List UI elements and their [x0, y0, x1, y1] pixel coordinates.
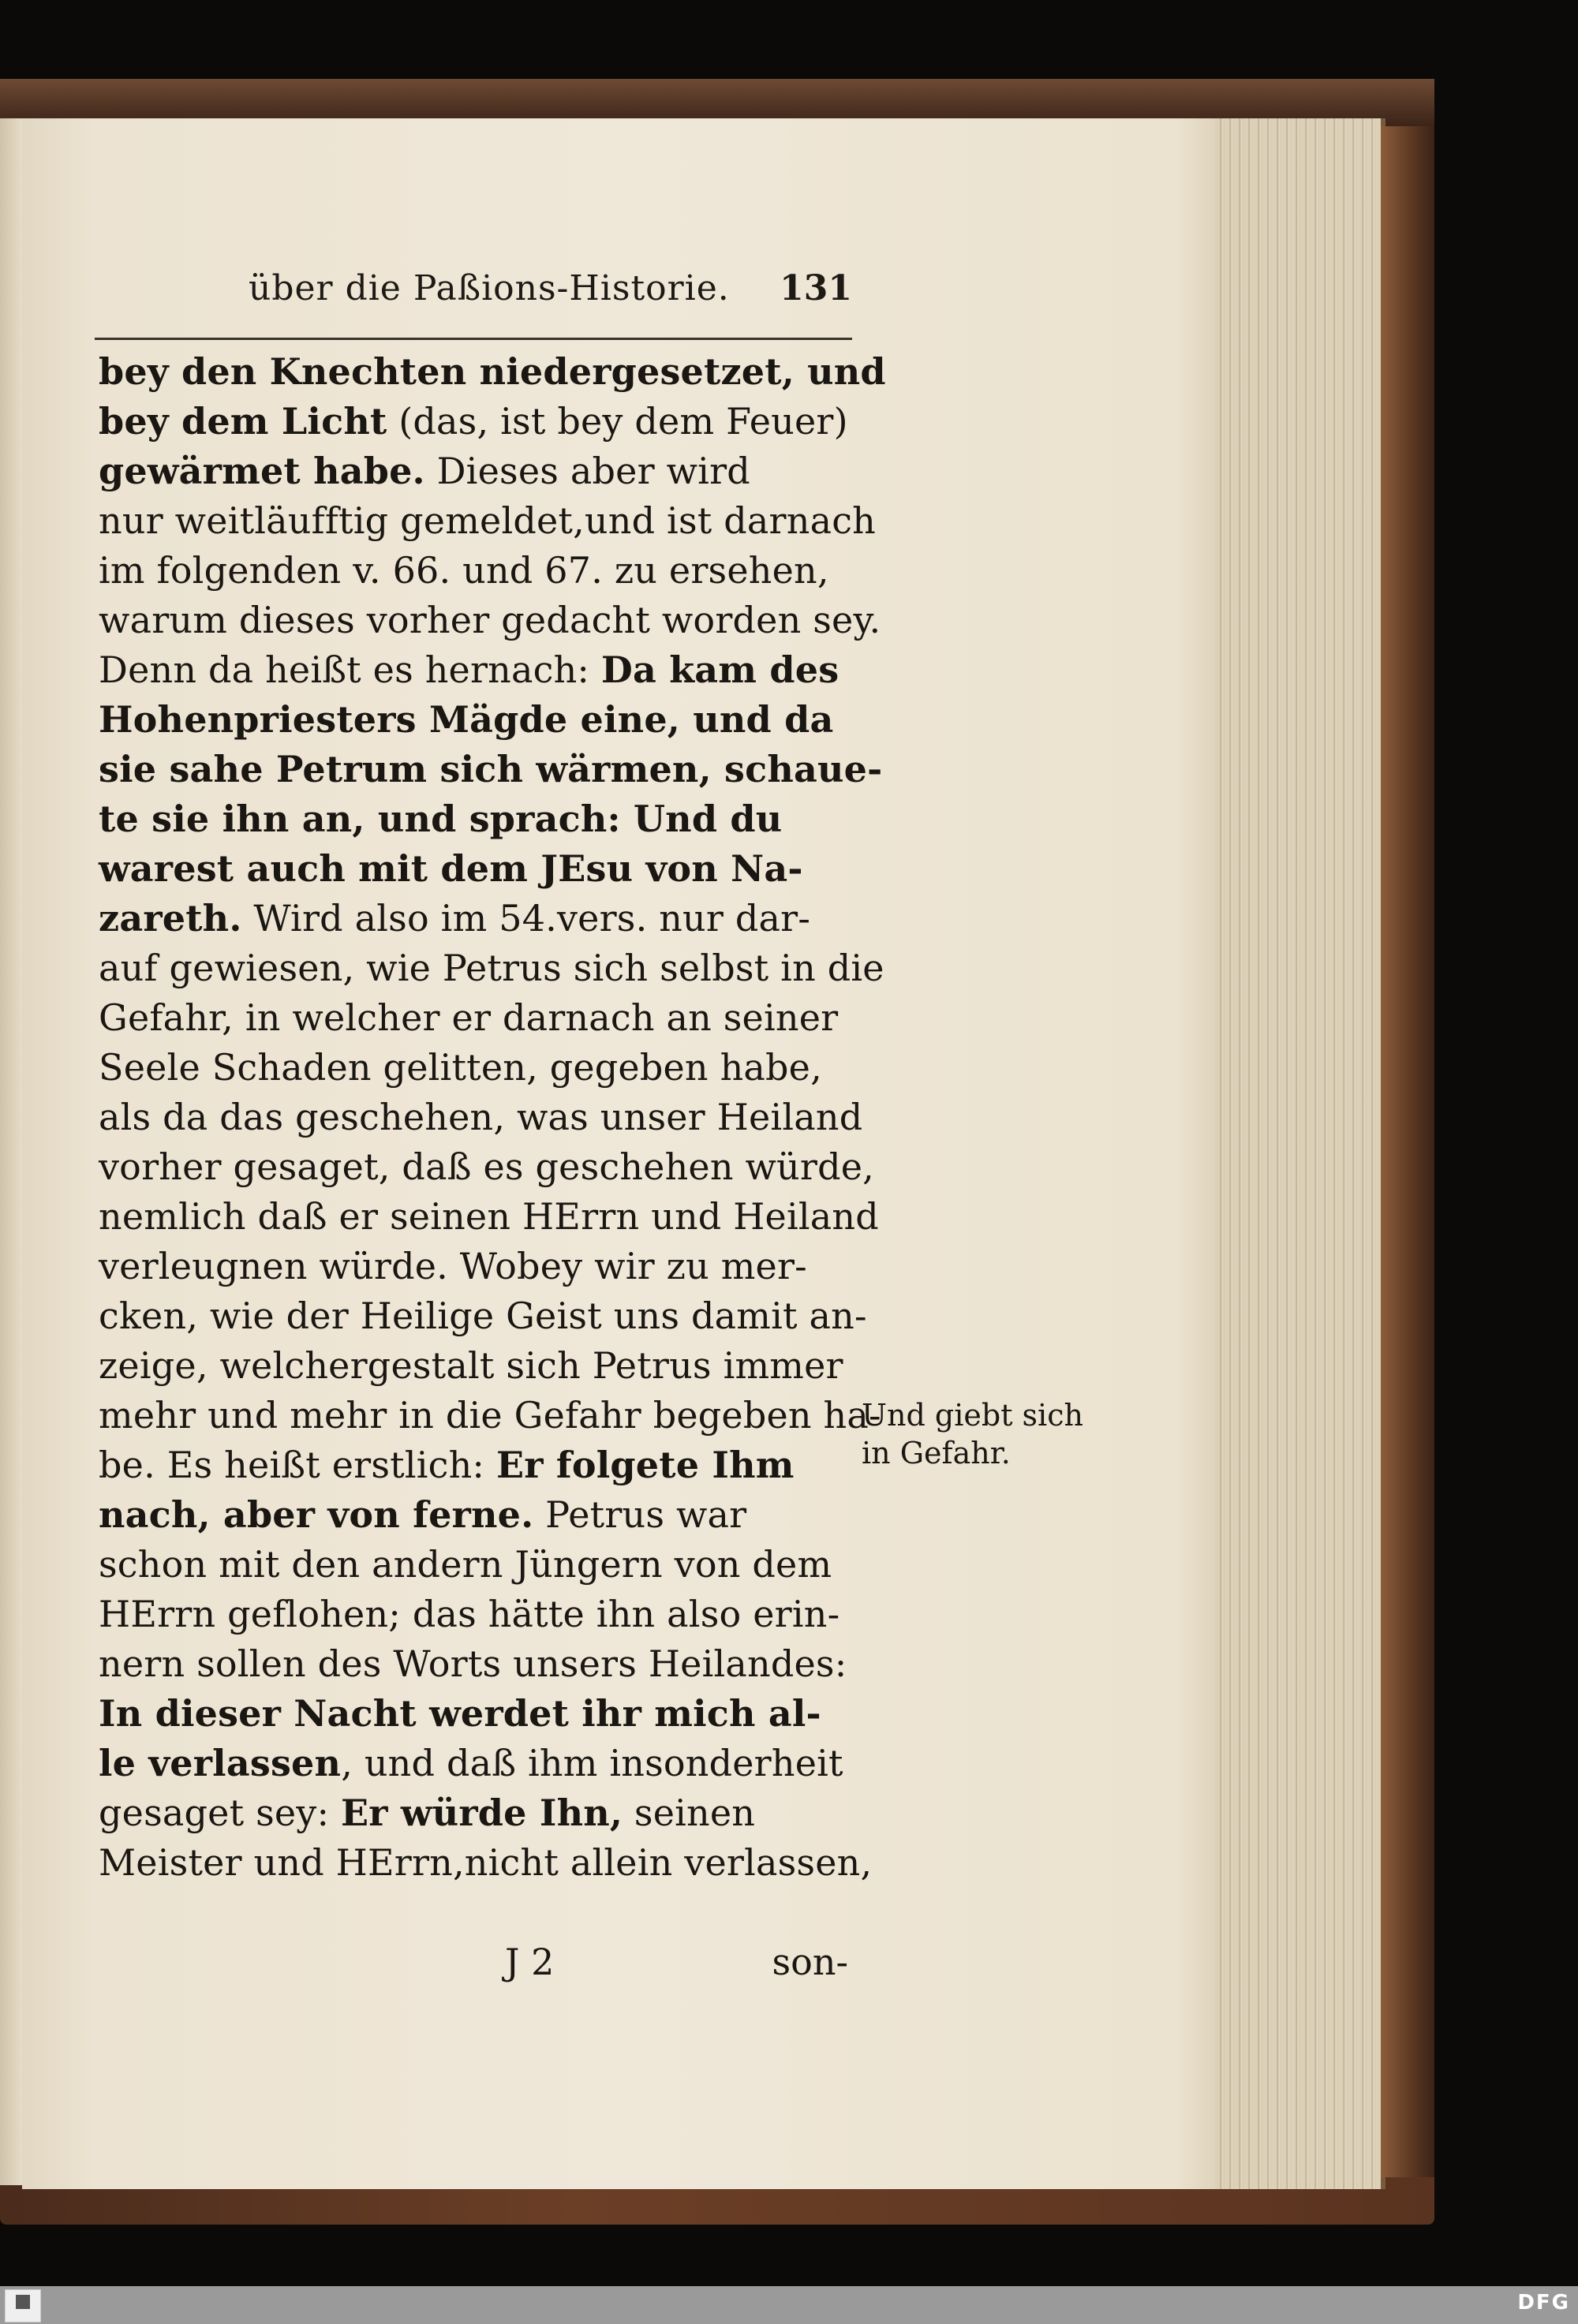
page-footer — [99, 1941, 872, 1996]
text-line — [99, 1838, 872, 1888]
text-line — [99, 1142, 872, 1192]
text-line — [99, 446, 872, 496]
text-line — [99, 1490, 872, 1540]
text-run: mehr und mehr in die Gefahr begeben ha- — [99, 1394, 881, 1437]
text-line — [99, 1788, 872, 1838]
text-line — [99, 645, 872, 695]
bold-text-run: gewärmet habe. — [99, 450, 425, 492]
text-line — [99, 397, 872, 446]
signature-mark: J 2 — [505, 1941, 555, 1983]
text-run: (das, ist bey dem Feuer) — [387, 400, 848, 443]
text-run: gesaget sey: — [99, 1792, 342, 1834]
bold-text-run: te sie ihn an, und sprach: Und du — [99, 798, 783, 840]
running-head: über die Paßions-Historie. — [249, 268, 730, 308]
bold-text-run: bey den Knechten niedergesetzet, und — [99, 350, 886, 393]
text-line — [99, 1242, 872, 1291]
text-run: be. Es heißt erstlich: — [99, 1444, 496, 1486]
text-run: im folgenden v. 66. und 67. zu ersehen, — [99, 549, 829, 592]
viewer-footer-bar — [0, 2286, 1578, 2324]
text-run: Gefahr, in welcher er darnach an seiner — [99, 996, 839, 1039]
bold-text-run: zareth. — [99, 897, 242, 940]
bold-text-run: bey dem Licht — [99, 400, 387, 443]
text-line — [99, 1192, 879, 1242]
text-line — [99, 1440, 872, 1490]
text-line — [99, 894, 872, 943]
marginal-note-line: in Gefahr. — [862, 1436, 1011, 1470]
text-line — [99, 1093, 872, 1142]
bold-text-run: In dieser Nacht werdet ihr mich al- — [99, 1692, 821, 1735]
bold-text-run: Da kam des — [600, 648, 839, 691]
header-rule — [95, 338, 852, 340]
text-line — [99, 695, 872, 745]
text-line — [99, 1540, 872, 1590]
text-run: nur weitläufftig gemeldet,und ist darnach — [99, 499, 876, 542]
bold-text-run: warest auch mit dem JEsu von Na- — [99, 847, 803, 890]
catchword: son- — [772, 1941, 848, 1983]
text-run: Seele Schaden gelitten, gegeben habe, — [99, 1046, 822, 1089]
bold-text-run: Er folgete Ihm — [495, 1444, 795, 1486]
text-line — [99, 546, 872, 596]
text-line — [99, 1341, 872, 1391]
text-line — [99, 1391, 881, 1440]
text-line — [99, 993, 872, 1043]
text-line — [99, 745, 883, 794]
bold-text-run: sie sahe Petrum sich wärmen, schaue- — [99, 748, 883, 790]
text-run: nern sollen des Worts unsers Heilandes: — [99, 1642, 847, 1685]
text-run: vorher gesaget, daß es geschehen würde, — [99, 1145, 874, 1188]
text-run: seinen — [623, 1792, 756, 1834]
text-run: verleugnen würde. Wobey wir zu mer- — [99, 1245, 807, 1287]
spine — [1381, 126, 1434, 2177]
text-run: Denn da heißt es hernach: — [99, 648, 601, 691]
bold-text-run: le verlassen — [99, 1742, 342, 1784]
bold-text-run: Er würde Ihn, — [341, 1792, 623, 1834]
page-header — [95, 268, 852, 331]
page-number: 131 — [780, 268, 852, 308]
text-line — [99, 844, 872, 894]
text-line — [99, 1291, 872, 1341]
text-run: HErrn geflohen; das hätte ihn also erin- — [99, 1593, 840, 1635]
text-run: nemlich daß er seinen HErrn und Heiland — [99, 1195, 879, 1238]
text-run: als da das geschehen, was unser Heiland — [99, 1096, 863, 1138]
bold-text-run: nach, aber von ferne. — [99, 1493, 534, 1536]
body-text — [99, 347, 886, 1888]
marginal-note-line: Und giebt sich — [862, 1398, 1083, 1433]
text-line — [99, 943, 884, 993]
text-line — [99, 1639, 872, 1689]
text-line — [99, 347, 886, 397]
text-line — [99, 596, 881, 645]
text-line — [99, 496, 876, 546]
text-line — [99, 1590, 872, 1639]
dfg-logo: DFG — [1517, 2291, 1570, 2315]
left-page-edge — [0, 118, 22, 2185]
marginal-note — [862, 1396, 1098, 1472]
text-line — [99, 1043, 872, 1093]
library-logo-icon — [5, 2289, 41, 2322]
text-run: auf gewiesen, wie Petrus sich selbst in die — [99, 947, 884, 989]
text-line — [99, 1689, 872, 1739]
text-run: Wird also im 54.vers. nur dar- — [241, 897, 811, 940]
text-run: , und daß ihm insonderheit — [341, 1742, 843, 1784]
text-line — [99, 1739, 872, 1788]
text-line — [99, 794, 872, 844]
text-run: Meister und HErrn,nicht allein verlassen, — [99, 1841, 873, 1884]
text-run: schon mit den andern Jüngern von dem — [99, 1543, 832, 1586]
text-run: zeige, welchergestalt sich Petrus immer — [99, 1344, 843, 1387]
text-run: Dieses aber wird — [424, 450, 750, 492]
page-stack-edge — [1215, 118, 1385, 2189]
text-run: warum dieses vorher gedacht worden sey. — [99, 599, 881, 641]
text-run: Petrus war — [533, 1493, 747, 1536]
text-run: cken, wie der Heilige Geist uns damit an- — [99, 1295, 867, 1337]
bold-text-run: Hohenpriesters Mägde eine, und da — [99, 698, 834, 741]
